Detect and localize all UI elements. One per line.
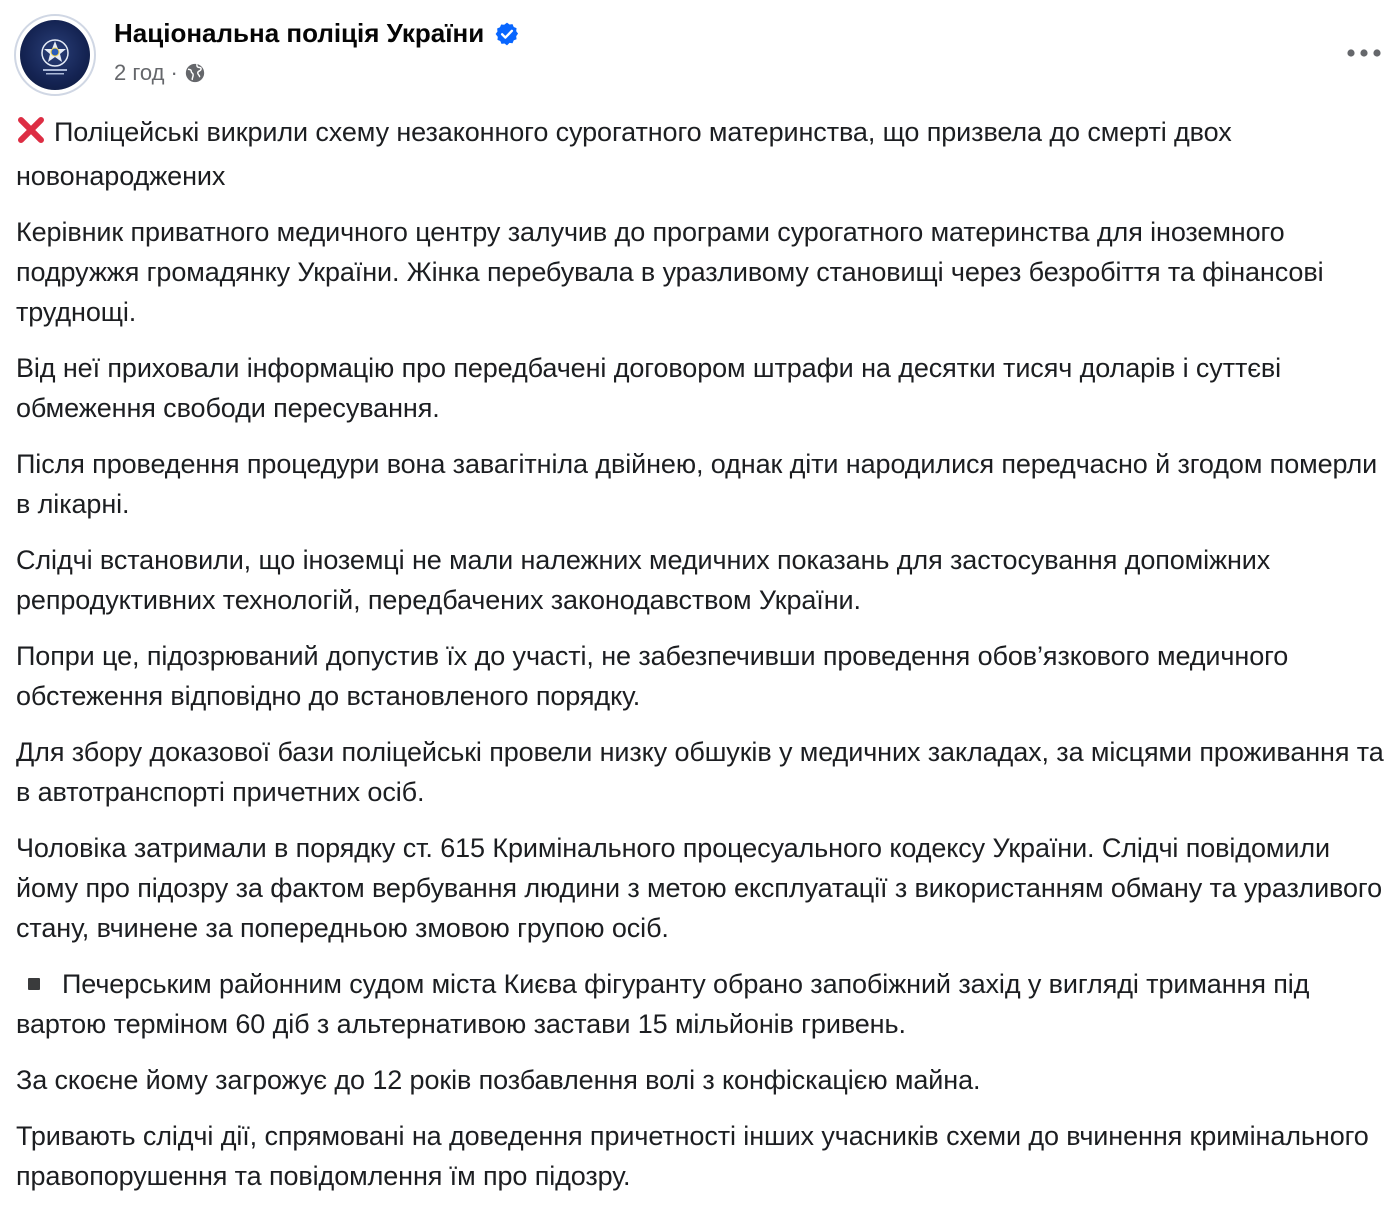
paragraph-7: Чоловіка затримали в порядку ст. 615 Кримінального процесуального кодексу України. Слідчі повідомили йому про підозру за фактом вербування людини з метою експлуатації з використанням обману та уразливого стану, вчинене за попередньою змовою групою осіб. [16,833,1382,943]
paragraph-2: Від неї приховали інформацію про передбачені договором штрафи на десятки тисяч доларів і суттєві обмеження свободи пересування. [16,353,1282,423]
bullet-paragraph-text: Печерським районним судом міста Києва фігуранту обрано запобіжний захід у вигляді тримання під вартою терміном 60 діб з альтернативою застави 15 мільйонів гривень. [16,969,1310,1039]
police-emblem-icon [20,20,90,90]
paragraph-1: Керівник приватного медичного центру залучив до програми сурогатного материнства для іноземного подружжя громадянку України. Жінка перебувала в уразливому становищі через безробіття та фінансові труднощі. [16,217,1324,327]
paragraph-4: Слідчі встановили, що іноземці не мали належних медичних показань для застосування допоміжних репродуктивних технологій, передбачених законодавством України. [16,545,1271,615]
closing-paragraph-1: За скоєне йому загрожує до 12 років позбавлення волі з конфіскацією майна. [16,1065,981,1095]
paragraph-6: Для збору доказової бази поліцейські провели низку обшуків у медичних закладах, за місцями проживання та в автотранспорті причетних осіб. [16,737,1384,807]
closing-paragraph-2: Тривають слідчі дії, спрямовані на доведення причетності інших учасників схеми до вчинення кримінального правопорушення та повідомлення їм про підозру. [16,1121,1369,1191]
paragraph-5: Попри це, підозрюваний допустив їх до участі, не забезпечивши проведення обов’язкового медичного обстеження відповідно до встановленого порядку. [16,641,1289,711]
author-name[interactable]: Національна поліція України [114,18,485,48]
globe-icon [184,62,206,84]
more-horizontal-icon [1346,48,1382,58]
cross-mark-emoji-icon [16,115,46,156]
paragraph-3: Після проведення процедури вона завагітніла двійнею, однак діти народилися передчасно й згодом померли в лікарні. [16,449,1378,519]
bullet-paragraph [16,964,1386,1044]
verified-badge-icon [494,21,520,47]
more-options-button[interactable] [1342,36,1386,70]
avatar[interactable] [14,14,96,96]
author-name-row [114,18,520,49]
meta-separator: · [170,60,178,85]
post-title-paragraph [16,112,1386,196]
post-meta [114,60,206,86]
post-title: Поліцейські викрили схему незаконного сурогатного материнства, що призвела до смерті двох новонароджених [16,117,1232,191]
post-body [16,112,1386,1212]
post-header [14,14,1386,98]
timestamp[interactable]: 2 год [114,60,165,85]
black-square-emoji-icon [28,978,40,990]
